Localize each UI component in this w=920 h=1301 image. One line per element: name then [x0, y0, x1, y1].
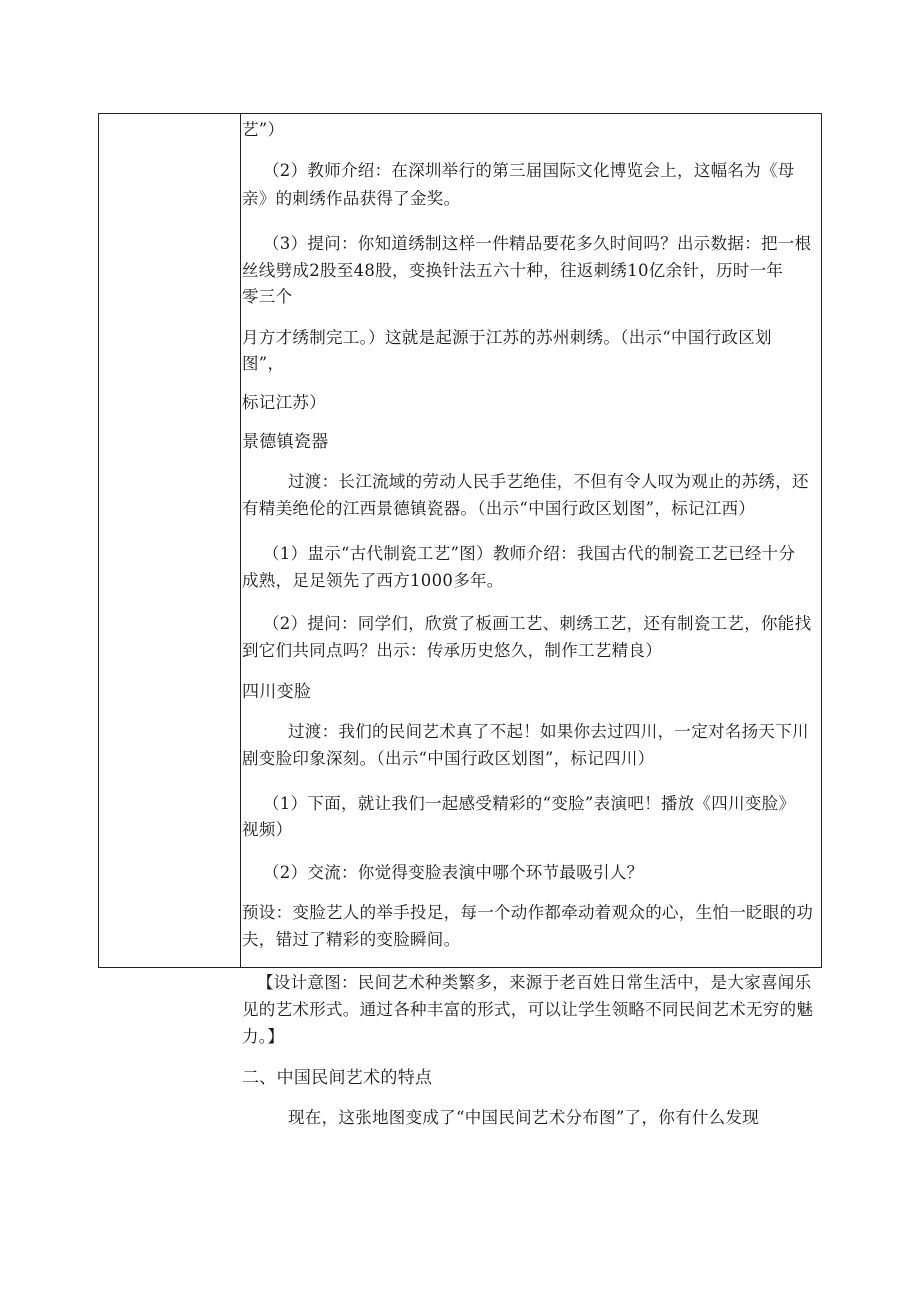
text-line: 成熟，足足领先了西方1000多年。 — [242, 571, 504, 590]
design-intent-text: 【设计意图：民间艺术种类繁多，来源于老百姓日常生活中，是大家喜闻乐 — [257, 973, 812, 992]
section-heading-sichuan: 四川变脸 — [242, 682, 312, 702]
text-line: 有精美绝伦的江西景德镇瓷器。（出示“中国行政区划图”，标记江西） — [242, 499, 756, 518]
design-intent-text: 力。】 — [242, 1027, 285, 1046]
text-line: 标记江苏） — [242, 393, 326, 412]
text-line: （2）提问：同学们，欣赏了板画工艺、刺绣工艺，还有制瓷工艺，你能找 — [263, 614, 812, 633]
table-content-column — [241, 114, 821, 1127]
text-line: 艺”） — [242, 120, 285, 139]
text-line: 丝线劈成2股至48股，变换针法五六十种，往返刺绣10亿余针，历时一年 — [242, 261, 784, 280]
section-heading-jingdezhen: 景德镇瓷器 — [242, 432, 329, 452]
text-line: 图”， — [242, 354, 285, 373]
text-line: （3）提问：你知道绣制这样一件精品要花多久时间吗？出示数据：把一根 — [263, 234, 812, 253]
text-line: 零三个 — [242, 287, 293, 306]
text-line: 剧变脸印象深刻。（出示“中国行政区划图”，标记四川） — [242, 749, 655, 768]
text-line: 夫，错过了精彩的变脸瞬间。 — [242, 930, 461, 949]
text-line: 到它们共同点吗？出示：传承历史悠久，制作工艺精良） — [242, 641, 662, 660]
text-line: 过渡：我们的民间艺术真了不起！如果你去过四川，一定对名扬天下川 — [288, 722, 809, 741]
text-line: （1）盅示“古代制瓷工艺”图）教师介绍：我国古代的制瓷工艺已经十分 — [263, 544, 796, 563]
text-line: （2）交流：你觉得变脸表演中哪个环节最吸引人？ — [263, 863, 644, 882]
text-line: （1）下面，就让我们一起感受精彩的“变脸”表演吧！播放《四川变脸》 — [263, 794, 796, 813]
text-line: 视频） — [242, 820, 293, 839]
text-line: （2）教师介绍：在深圳举行的第三届国际文化博览会上，这幅名为《母 — [263, 161, 795, 180]
text-line: 现在，这张地图变成了“中国民间艺术分布图”了，你有什么发现 — [288, 1108, 760, 1127]
lesson-table — [98, 113, 822, 1127]
table-left-column — [99, 114, 241, 967]
text-line: 月方才绣制完工。）这就是起源于江苏的苏州刺绣。（出示“中国行政区划 — [242, 328, 772, 347]
text-line: 亲》的刺绣作品获得了金奖。 — [242, 189, 461, 208]
text-line: 过渡：长江流域的劳动人民手艺绝佳，不但有令人叹为观止的苏绣，还 — [288, 472, 809, 491]
section-heading-characteristics: 二、中国民间艺术的特点 — [242, 1068, 433, 1088]
text-line: 预设：变脸艺人的举手投足，每一个动作都牵动着观众的心，生怕一眨眼的功 — [242, 903, 814, 922]
design-intent-text: 见的艺术形式。通过各种丰富的形式，可以让学生领略不同民间艺术无穷的魅 — [242, 1000, 814, 1019]
